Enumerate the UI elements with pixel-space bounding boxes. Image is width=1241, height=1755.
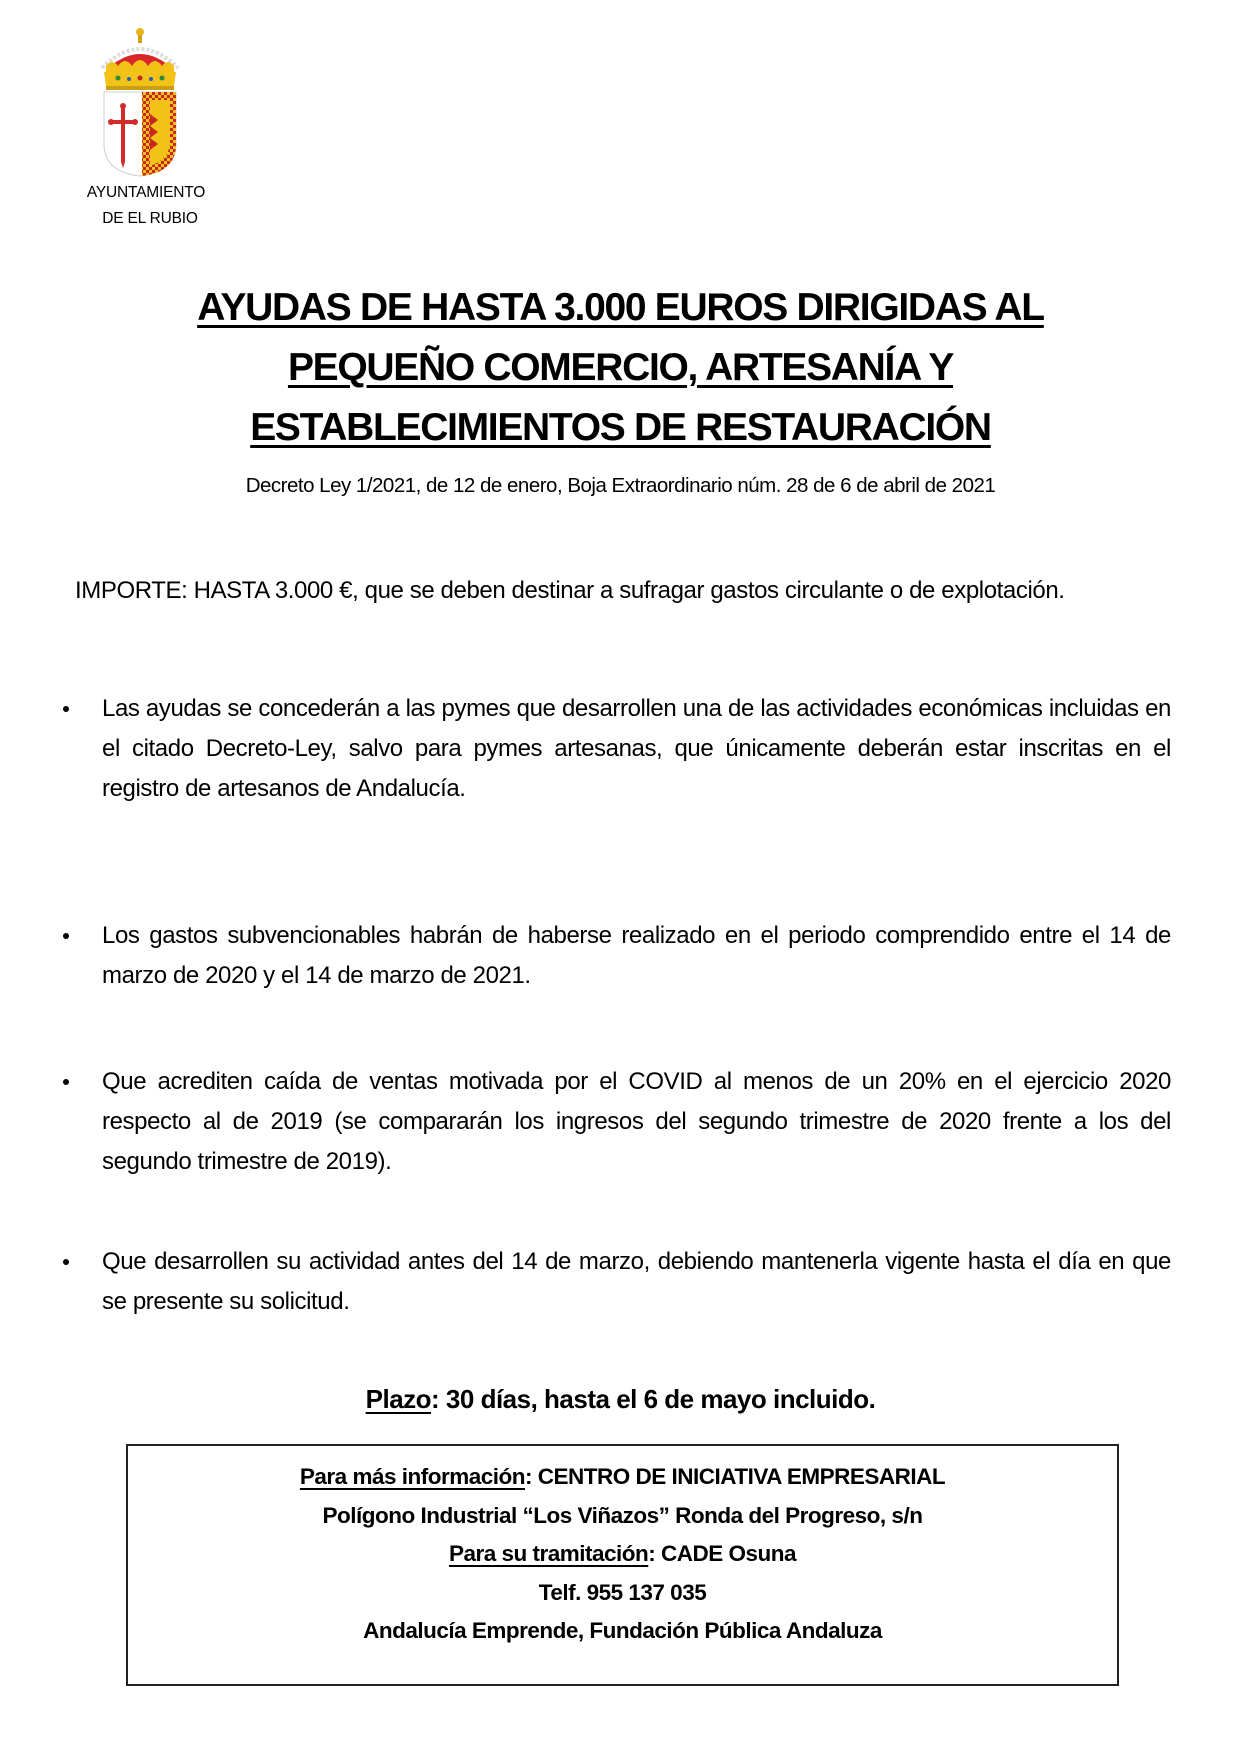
importe-paragraph: IMPORTE: HASTA 3.000 €, que se deben destinar a sufragar gastos circulante o de explotación. [75, 577, 1065, 604]
info-line [128, 1458, 1117, 1497]
deadline-label: Plazo [365, 1384, 432, 1414]
bullet-icon [63, 1259, 69, 1265]
info-label: Para más información [299, 1464, 525, 1489]
list-item: Que acrediten caída de ventas motivada por el COVID al menos de un 20% en el ejercicio 2020 respecto al de 2019 (se compararán los ingresos del segundo trimestre de 2020 frente a los del segundo trimestre de 2019). [55, 1062, 1171, 1182]
title-line-2: PEQUEÑO COMERCIO, ARTESANÍA Y [287, 346, 954, 389]
organization: Andalucía Emprende, Fundación Pública Andaluza [363, 1618, 882, 1643]
title-line-1: AYUDAS DE HASTA 3.000 EUROS DIRIGIDAS AL [197, 286, 1044, 329]
list-item: Que desarrollen su actividad antes del 14 de marzo, debiendo mantenerla vigente hasta el día en que se presente su solicitud. [55, 1242, 1171, 1322]
decree-reference: Decreto Ley 1/2021, de 12 de enero, Boja Extraordinario núm. 28 de 6 de abril de 2021 [245, 474, 996, 497]
organization-name [60, 180, 240, 232]
info-text: : CENTRO DE INICIATIVA EMPRESARIAL [525, 1464, 946, 1489]
org-line-2: DE EL RUBIO [102, 210, 198, 227]
list-item: Las ayudas se concederán a las pymes que desarrollen una de las actividades económicas incluidas en el citado Decreto-Ley, salvo para pymes artesanas, que únicamente deberán estar inscritas en el registro de artesanos de Andalucía. [55, 689, 1171, 809]
contact-info-box [126, 1444, 1119, 1686]
deadline [60, 1384, 1181, 1415]
page-title [80, 278, 1161, 458]
bullet-icon [63, 1079, 69, 1085]
org-line-1: AYUNTAMIENTO [86, 184, 206, 201]
tramitacion-text: : CADE Osuna [648, 1541, 797, 1566]
tramitacion-line [128, 1535, 1117, 1574]
bullet-icon [63, 933, 69, 939]
bullet-icon [63, 706, 69, 712]
list-item: Los gastos subvencionables habrán de haberse realizado en el periodo comprendido entre el 14 de marzo de 2020 y el 14 de marzo de 2021. [55, 916, 1171, 996]
phone: Telf. 955 137 035 [538, 1579, 707, 1605]
address: Polígono Industrial “Los Viñazos” Ronda del Progreso, s/n [322, 1502, 923, 1528]
tramitacion-label: Para su tramitación [448, 1541, 649, 1566]
title-line-3: ESTABLECIMIENTOS DE RESTAURACIÓN [250, 406, 991, 449]
coat-of-arms-icon [92, 26, 188, 178]
deadline-text: : 30 días, hasta el 6 de mayo incluido. [431, 1384, 876, 1414]
